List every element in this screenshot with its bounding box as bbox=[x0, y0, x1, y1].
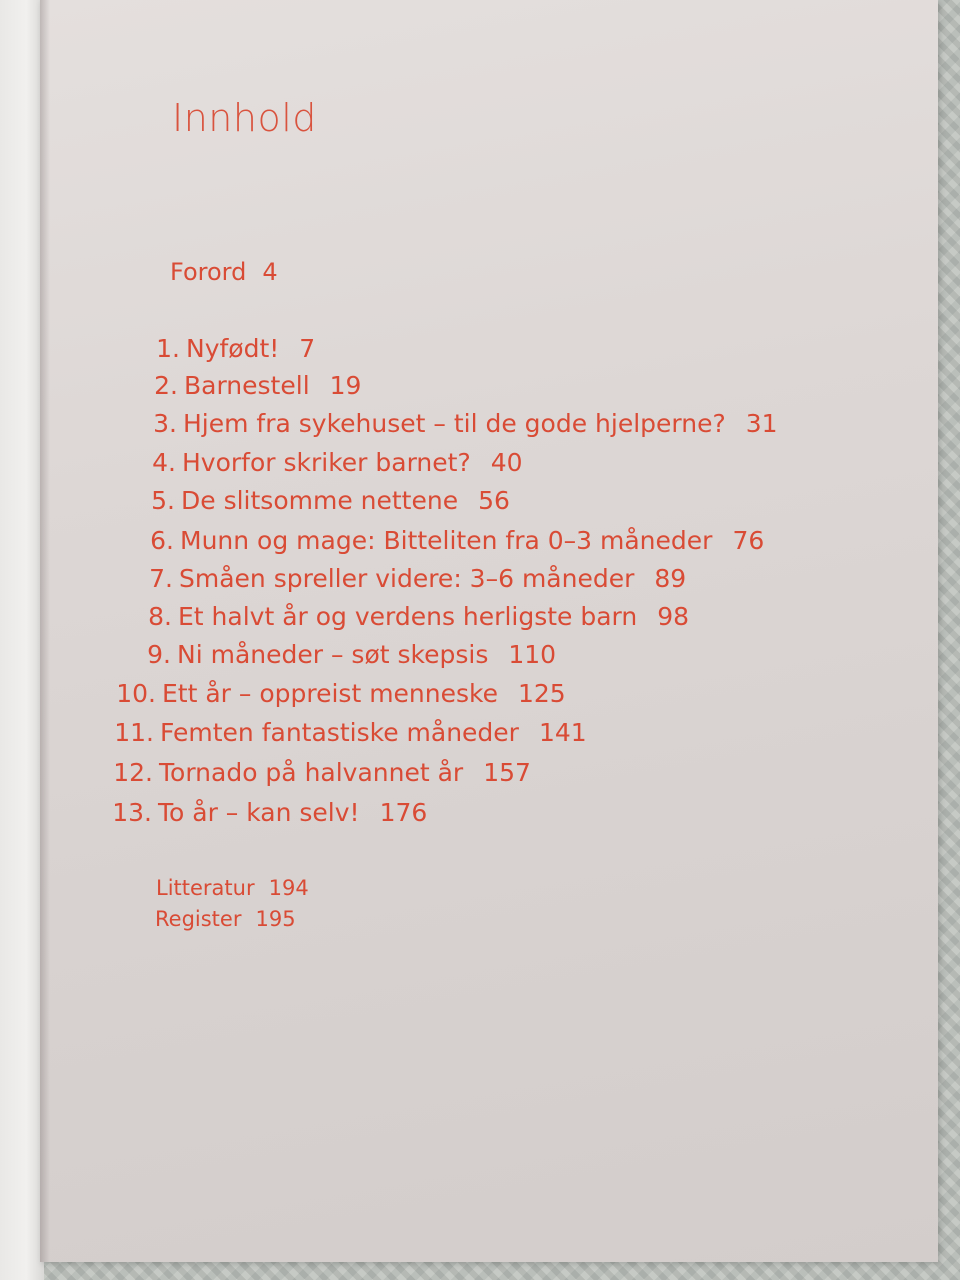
backmatter-page: 194 bbox=[268, 876, 309, 900]
chapter-title: Tornado på halvannet år bbox=[159, 758, 464, 787]
chapter-number: 1. bbox=[156, 334, 180, 363]
chapter-number: 12. bbox=[113, 758, 153, 787]
chapter-number: 4. bbox=[152, 448, 176, 477]
chapter-page: 89 bbox=[654, 564, 687, 593]
chapter-page: 31 bbox=[745, 409, 778, 438]
foreword-title: Forord bbox=[170, 258, 247, 286]
toc-entry-litteratur bbox=[156, 876, 309, 900]
chapter-number: 10. bbox=[116, 679, 156, 708]
chapter-page: 40 bbox=[490, 448, 523, 477]
chapter-page: 19 bbox=[329, 371, 362, 400]
toc-entry-9 bbox=[125, 640, 556, 669]
chapter-title: Hvorfor skriker barnet? bbox=[182, 448, 471, 477]
chapter-title: Ni måneder – søt skepsis bbox=[177, 640, 489, 669]
chapter-number: 9. bbox=[147, 640, 171, 669]
page-gutter-shadow bbox=[40, 0, 50, 1262]
chapter-page: 176 bbox=[379, 798, 428, 827]
toc-entry-7 bbox=[127, 564, 686, 593]
toc-entry-11 bbox=[108, 718, 587, 747]
chapter-number: 2. bbox=[154, 371, 178, 400]
chapter-page: 76 bbox=[732, 526, 765, 555]
backmatter-title: Register bbox=[155, 907, 242, 931]
chapter-number: 3. bbox=[153, 409, 177, 438]
previous-page-edge bbox=[0, 0, 44, 1280]
toc-entry-3 bbox=[131, 409, 778, 438]
backmatter-page: 195 bbox=[255, 907, 296, 931]
chapter-number: 11. bbox=[114, 718, 154, 747]
chapter-page: 125 bbox=[518, 679, 566, 708]
backmatter-title: Litteratur bbox=[156, 876, 255, 900]
chapter-page: 7 bbox=[299, 334, 316, 363]
chapter-page: 110 bbox=[508, 640, 557, 669]
chapter-title: Barnestell bbox=[184, 371, 310, 400]
chapter-title: Hjem fra sykehuset – til de gode hjelperne? bbox=[183, 409, 726, 438]
chapter-page: 141 bbox=[538, 718, 587, 747]
foreword-entry bbox=[170, 258, 278, 286]
toc-entry-register bbox=[155, 907, 296, 931]
toc-entry-8 bbox=[126, 602, 689, 631]
chapter-page: 157 bbox=[483, 758, 531, 787]
toc-entry-6 bbox=[128, 526, 764, 555]
foreword-page: 4 bbox=[262, 258, 278, 286]
page-title: Innhold bbox=[172, 96, 317, 140]
chapter-title: Femten fantastiske måneder bbox=[160, 718, 519, 747]
toc-entry-4 bbox=[130, 448, 523, 477]
toc-entry-1 bbox=[134, 334, 315, 363]
chapter-number: 6. bbox=[150, 526, 174, 555]
toc-entry-5 bbox=[129, 486, 510, 515]
chapter-title: Munn og mage: Bitteliten fra 0–3 måneder bbox=[180, 526, 713, 555]
chapter-number: 5. bbox=[151, 486, 175, 515]
chapter-page: 98 bbox=[657, 602, 690, 631]
book-page bbox=[40, 0, 938, 1262]
toc-entry-13 bbox=[106, 798, 427, 827]
chapter-number: 13. bbox=[112, 798, 152, 827]
chapter-title: Et halvt år og verdens herligste barn bbox=[178, 602, 638, 631]
chapter-page: 56 bbox=[478, 486, 510, 515]
chapter-title: Nyfødt! bbox=[186, 334, 280, 363]
toc-entry-10 bbox=[110, 679, 566, 708]
chapter-number: 8. bbox=[148, 602, 172, 631]
chapter-title: De slitsomme nettene bbox=[181, 486, 459, 515]
chapter-title: Ett år – oppreist menneske bbox=[162, 679, 498, 708]
toc-entry-2 bbox=[132, 371, 361, 400]
chapter-title: To år – kan selv! bbox=[158, 798, 360, 827]
chapter-number: 7. bbox=[149, 564, 173, 593]
chapter-title: Småen spreller videre: 3–6 måneder bbox=[179, 564, 635, 593]
toc-entry-12 bbox=[107, 758, 531, 787]
